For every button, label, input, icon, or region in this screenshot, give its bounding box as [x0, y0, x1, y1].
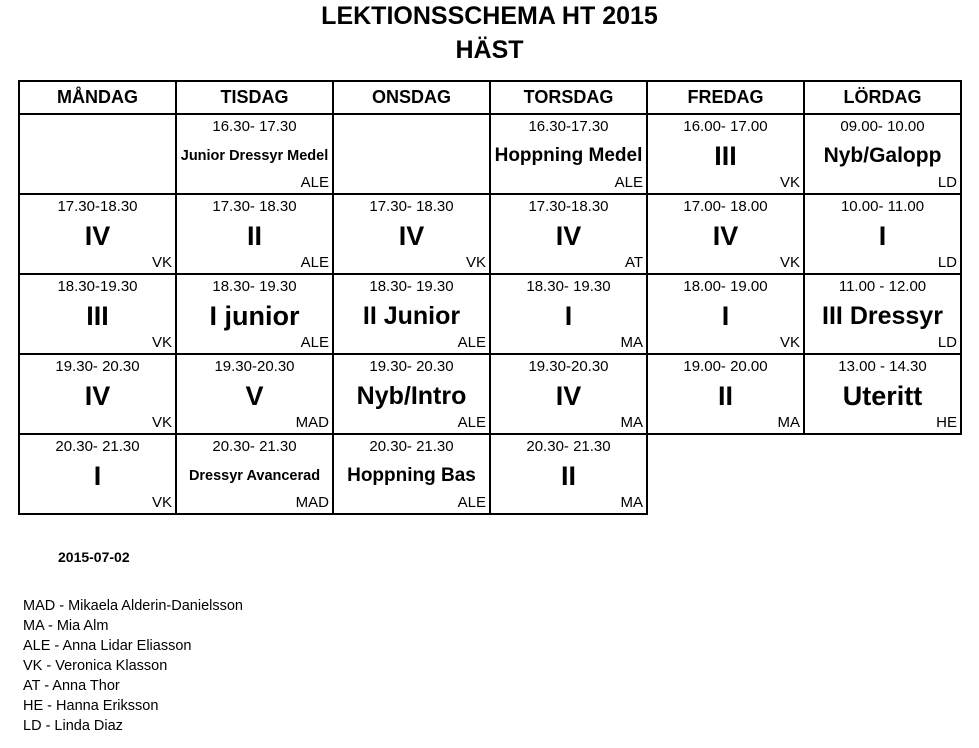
lesson-cell [333, 114, 490, 194]
lesson-name: V [245, 380, 264, 411]
empty-slot [647, 434, 804, 514]
lesson-time: 18.30- 19.30 [526, 278, 611, 295]
instructor-code: HE [936, 414, 957, 431]
lesson-name: II [560, 460, 576, 491]
lesson-name: Nyb/Galopp [823, 144, 942, 167]
day-header: ONSDAG [333, 81, 490, 114]
lesson-cell [647, 274, 804, 354]
lesson-name: IV [84, 380, 111, 411]
instructor-code: VK [779, 334, 800, 351]
legend-item: VK - Veronica Klasson [23, 658, 168, 674]
schedule-row [19, 434, 961, 514]
schedule-row [19, 194, 961, 274]
day-header-row [19, 81, 961, 114]
lesson-name: III Dressyr [822, 301, 943, 330]
lesson-name: II [246, 220, 262, 251]
lesson-time: 17.30-18.30 [528, 198, 609, 215]
instructor-code: MA [620, 494, 643, 511]
lesson-cell [19, 434, 176, 514]
day-header: LÖRDAG [804, 81, 961, 114]
lesson-cell [490, 114, 647, 194]
lesson-time: 18.30- 19.30 [369, 278, 454, 295]
lesson-name: Hoppning Bas [347, 465, 476, 486]
schedule-date: 2015-07-02 [58, 549, 130, 565]
lesson-name: IV [398, 220, 425, 251]
instructor-code: LD [937, 254, 957, 271]
lesson-cell [804, 194, 961, 274]
instructor-code: VK [151, 254, 172, 271]
lesson-cell [647, 194, 804, 274]
lesson-time: 20.30- 21.30 [212, 438, 297, 455]
instructor-code: MAD [295, 414, 329, 431]
lesson-time: 17.00- 18.00 [683, 198, 768, 215]
instructor-code: MAD [295, 494, 329, 511]
instructor-code: ALE [457, 414, 486, 431]
lesson-name: IV [712, 220, 739, 251]
lesson-cell [19, 114, 176, 194]
instructor-code: VK [779, 174, 800, 191]
lesson-time: 18.30- 19.30 [212, 278, 297, 295]
instructor-legend [23, 596, 243, 736]
instructor-code: AT [624, 254, 643, 271]
lesson-name: I [564, 300, 573, 331]
schedule-subtitle: HÄST [455, 36, 524, 64]
day-header: FREDAG [647, 81, 804, 114]
lesson-time: 20.30- 21.30 [55, 438, 140, 455]
instructor-code: MA [620, 414, 643, 431]
lesson-name: III [714, 140, 737, 171]
instructor-code: VK [779, 254, 800, 271]
schedule-row [19, 274, 961, 354]
lesson-time: 16.00- 17.00 [683, 118, 768, 135]
lesson-time: 20.30- 21.30 [526, 438, 611, 455]
instructor-code: VK [151, 414, 172, 431]
lesson-cell [333, 434, 490, 514]
lesson-cell [333, 194, 490, 274]
instructor-code: ALE [300, 334, 329, 351]
instructor-code: ALE [614, 174, 643, 191]
lesson-time: 19.30-20.30 [214, 358, 295, 375]
lesson-time: 16.30-17.30 [528, 118, 609, 135]
lesson-time: 17.30- 18.30 [212, 198, 297, 215]
instructor-code: LD [937, 334, 957, 351]
lesson-name: II Junior [362, 301, 461, 330]
day-header: TISDAG [176, 81, 333, 114]
lesson-name: Nyb/Intro [356, 381, 467, 410]
lesson-name: IV [555, 380, 582, 411]
instructor-code: MA [777, 414, 800, 431]
schedule-table [18, 80, 962, 515]
lesson-cell [804, 274, 961, 354]
instructor-code: VK [151, 334, 172, 351]
lesson-time: 11.00 - 12.00 [838, 278, 927, 295]
legend-item: LD - Linda Diaz [23, 718, 123, 734]
lesson-time: 13.00 - 14.30 [838, 358, 927, 375]
lesson-name [20, 138, 175, 174]
lesson-time: 19.30-20.30 [528, 358, 609, 375]
lesson-cell [19, 354, 176, 434]
lesson-cell [176, 354, 333, 434]
lesson-cell [647, 114, 804, 194]
empty-slot [804, 434, 961, 514]
lesson-time: 10.00- 11.00 [840, 198, 925, 215]
legend-item: MAD - Mikaela Alderin-Danielsson [23, 598, 243, 614]
lesson-name: IV [555, 220, 582, 251]
lesson-time: 18.00- 19.00 [683, 278, 768, 295]
instructor-code: ALE [457, 494, 486, 511]
instructor-code: VK [151, 494, 172, 511]
lesson-cell [176, 434, 333, 514]
lesson-time: 19.00- 20.00 [683, 358, 768, 375]
lesson-name: Dressyr Avancerad [188, 468, 321, 484]
legend-item: ALE - Anna Lidar Eliasson [23, 638, 192, 654]
lesson-time: 09.00- 10.00 [840, 118, 925, 135]
lesson-cell [333, 354, 490, 434]
instructor-code: LD [937, 174, 957, 191]
instructor-code: VK [465, 254, 486, 271]
legend-item: MA - Mia Alm [23, 618, 109, 634]
lesson-name: II [717, 380, 733, 411]
instructor-code: ALE [300, 174, 329, 191]
lesson-name: I [721, 300, 730, 331]
instructor-code: ALE [300, 254, 329, 271]
lesson-cell [804, 114, 961, 194]
legend-item: HE - Hanna Eriksson [23, 698, 159, 714]
lesson-name: IV [84, 220, 111, 251]
instructor-code: ALE [457, 334, 486, 351]
lesson-name: I [878, 220, 887, 251]
lesson-time: 20.30- 21.30 [369, 438, 454, 455]
lesson-name: III [86, 300, 109, 331]
lesson-cell [490, 274, 647, 354]
lesson-cell [490, 194, 647, 274]
lesson-name: Junior Dressyr Medel [180, 148, 329, 164]
schedule-row [19, 114, 961, 194]
schedule-title: LEKTIONSSCHEMA HT 2015 [321, 2, 658, 30]
lesson-cell [176, 114, 333, 194]
lesson-time: 18.30-19.30 [57, 278, 138, 295]
lesson-cell [19, 194, 176, 274]
lesson-cell [176, 194, 333, 274]
lesson-time: 16.30- 17.30 [212, 118, 297, 135]
lesson-cell [490, 434, 647, 514]
day-header: MÅNDAG [19, 81, 176, 114]
lesson-time: 17.30-18.30 [57, 198, 138, 215]
lesson-time: 19.30- 20.30 [369, 358, 454, 375]
lesson-name: Uteritt [842, 380, 923, 411]
lesson-name: I [93, 460, 102, 491]
instructor-code: MA [620, 334, 643, 351]
lesson-name: Hoppning Medel [494, 145, 643, 166]
lesson-cell [333, 274, 490, 354]
day-header: TORSDAG [490, 81, 647, 114]
legend-item: AT - Anna Thor [23, 678, 120, 694]
lesson-name [334, 138, 489, 174]
lesson-cell [176, 274, 333, 354]
schedule-row [19, 354, 961, 434]
lesson-cell [490, 354, 647, 434]
lesson-cell [647, 354, 804, 434]
lesson-cell [19, 274, 176, 354]
lesson-time: 19.30- 20.30 [55, 358, 140, 375]
lesson-cell [804, 354, 961, 434]
lesson-time: 17.30- 18.30 [369, 198, 454, 215]
lesson-name: I junior [209, 300, 300, 331]
